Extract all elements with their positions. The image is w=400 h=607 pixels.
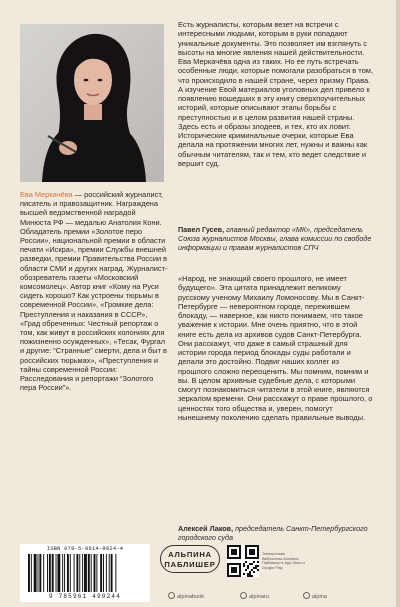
social-links <box>168 592 398 602</box>
author-name: Ева Меркачёва <box>20 190 73 199</box>
review-1-text: Есть журналисты, которым везет на встречи с интересными людьми, которым в руки попадают уникальные документы. Это позволяет им взглянуть с высоты на многие явления нашей действительности. Ева Меркачёва одна из таких. Но ее путь встречать особенные люди, которые помогали разобраться в том, что происходило в нашей стране, через призму Права. А изучение Евой материалов уголовных дел привело к появлению вошедших в эту книгу сверхпоучительных историй, которые описывают этапы борьбы с преступностью и в целом развития нашей страны. Здесь есть и образы злодеев, и тех, кто их ловит. Исторические криминальные очерки, которые Ева делала на протяжении многих лет, нужны и важны как обычным читателям, так и тем, кто ведет следствие и вершит суд. <box>178 20 374 168</box>
author-bio <box>20 190 168 392</box>
social-link-3-label: alpina <box>312 594 327 600</box>
review-2-text: «Народ, не знающий своего прошлого, не имеет будущего». Эта цитата принадлежит великому русскому ученому Михаилу Ломоносову. Мы в Санкт-Петербурге — невероятном городе, пережившем блокаду, — наверное, как никто понимаем, что такое уважение к истории. Мне очень приятно, что в этой книге есть дела из архивов судов Санкт-Петербурга. Они расскажут, что даже в самый страшный для истории города период блокады суды работали и делали это достойно. Подвиг наших коллег из прошлого сложно переоценить. Мы помним, помним и вы. В целом архивные судебные дела, с которыми смогут познакомиться читатели в этой книге, являются зеркалом времени. Они расскажут о праве прошлого, о ценностях того общества и, уверен, помогут нынешнему поколению сделать правильные выводы. <box>178 274 373 422</box>
review-2-signature-name: Алексей Лаков, <box>178 524 234 533</box>
isbn-label: ISBN 978-5-9614-9024-4 <box>46 546 124 552</box>
review-2-signature <box>178 524 378 542</box>
social-link-2[interactable] <box>240 592 269 600</box>
publisher-logo-line-2: ПАБЛИШЕР <box>164 560 216 569</box>
cover-edge <box>396 0 400 607</box>
publisher-logo-line-1: АЛЬПИНА <box>168 550 212 559</box>
social-link-1[interactable] <box>168 592 204 600</box>
review-2-signature-title: председатель Санкт-Петербургского городского суда <box>178 524 368 542</box>
social-link-2-label: alpinaru <box>249 594 269 600</box>
review-1-signature-title: главный редактор «МК», председатель Союза журналистов Москвы, глава комиссии по свободе информации и правам журналистов СПЧ <box>178 225 372 252</box>
globe-icon <box>303 592 310 599</box>
telegram-icon <box>240 592 247 599</box>
social-link-1-label: alpinabook <box>177 594 205 600</box>
isbn-barcode <box>20 544 150 602</box>
qr-code <box>227 545 259 577</box>
author-bio-text: — российский журналист, писатель и правозащитник. Награждена высшей ведомственной наградой Минюста РФ — медалью Анатолия Кони. Обладатель премии «Золотое перо России», национальной премии в области печати «Искра», премии Службы внешней разведки, премии Правительства России в области СМИ и других наград. Журналист-обозреватель газеты «Московский комсомолец». Автор книг «Кому на Руси сидеть хорошо? Как устроены тюрьмы в современной России», «Громкие дела: Преступления и наказания в СССР», «Град обреченных: Честный репортаж о том, как живут в российских колониях для пожизненно осужденных», «Тесак, Фургал и другие: “Странные” смерти, дела и быт в российских тюрьмах», «Преступления и тайны современной России: Расследования и репортажи “Золотого пера России”». <box>20 190 168 393</box>
barcode-bars <box>28 554 142 592</box>
publisher-logo <box>160 545 220 573</box>
review-1-signature-name: Павел Гусев, <box>178 225 225 234</box>
barcode-digits: 9 785961 490244 <box>48 593 121 600</box>
social-link-3[interactable] <box>303 592 327 600</box>
author-photo <box>20 24 164 182</box>
qr-caption: Электронная библиотека Альпина Паблишер в App Store и Google Play <box>262 552 305 570</box>
vk-icon <box>168 592 175 599</box>
review-1-signature <box>178 225 378 252</box>
